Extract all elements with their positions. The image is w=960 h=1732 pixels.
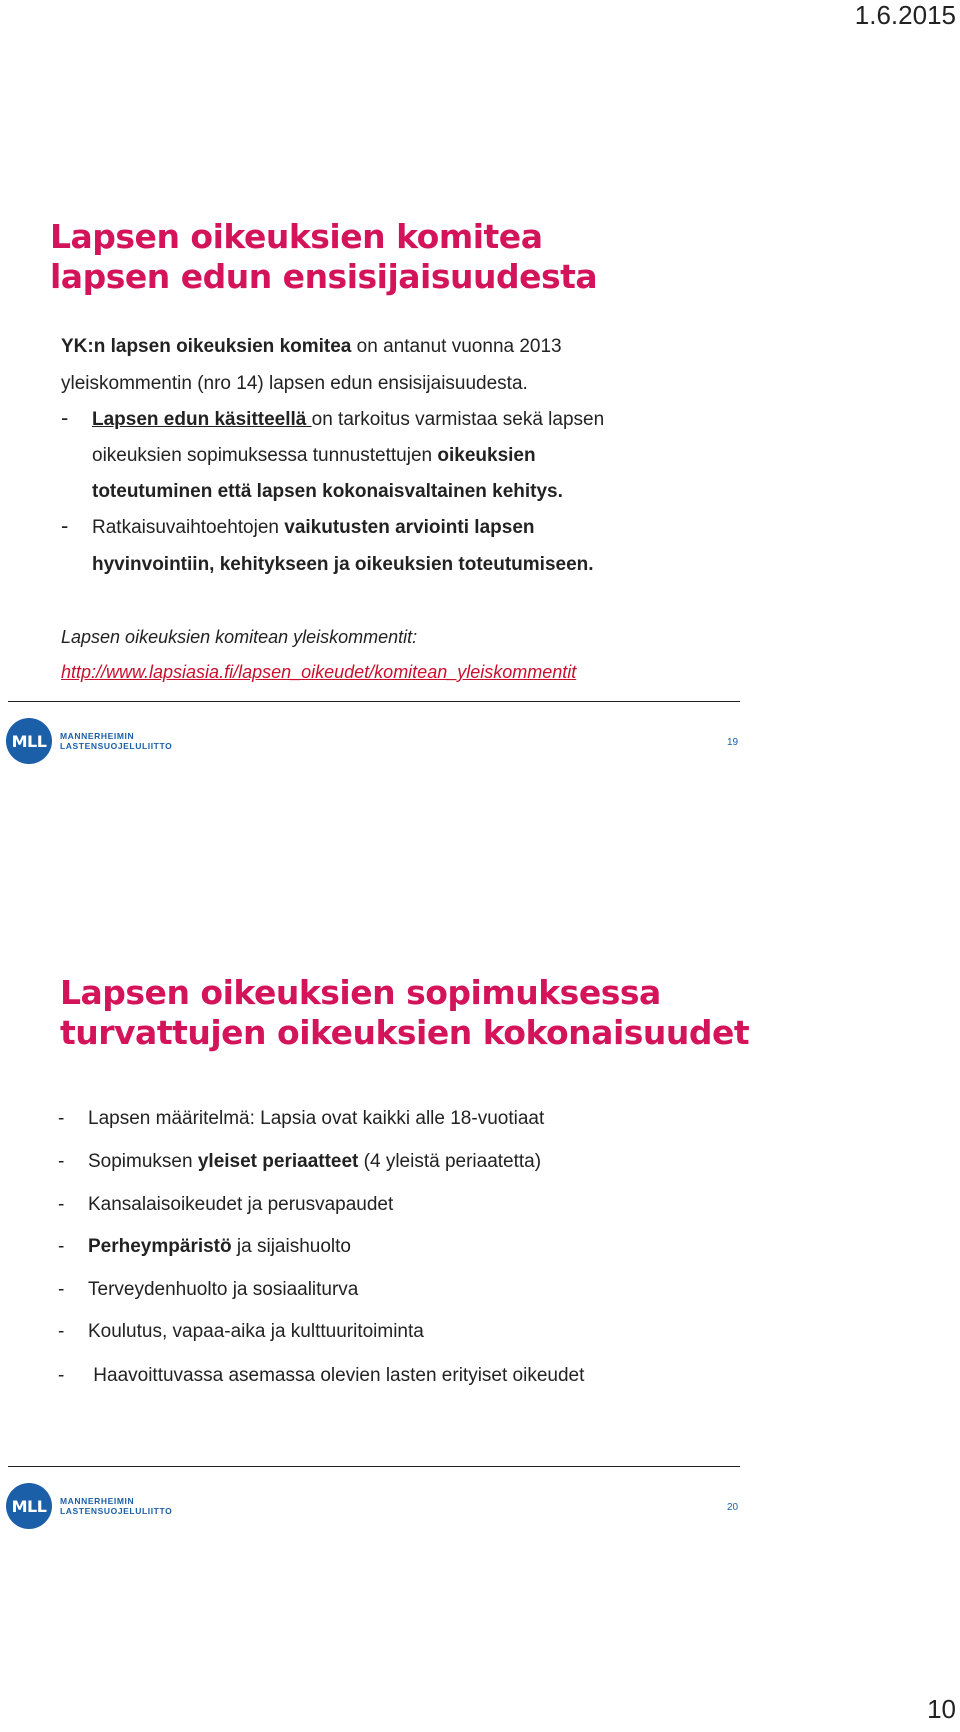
list-bold-term: yleiset periaatteet — [197, 1151, 359, 1172]
list-item — [58, 1194, 393, 1216]
list-text: Kansalaisoikeudet ja perusvapaudet — [88, 1194, 394, 1215]
logo-line-2: LASTENSUOJELULIITTO — [60, 741, 173, 751]
title-line-2: turvattujen oikeuksien kokonaisuudet — [60, 1013, 750, 1052]
page-number: 10 — [927, 1694, 956, 1724]
logo-line-2: LASTENSUOJELULIITTO — [60, 1506, 173, 1516]
list-bold-term: Perheympäristö — [88, 1236, 232, 1257]
logo-wordmark — [60, 731, 172, 751]
bullet-dash: - — [61, 513, 69, 538]
mll-logo-icon: MLL — [6, 718, 52, 764]
list-text: Haavoittuvassa asemassa olevien lasten erityiset oikeudet — [88, 1365, 585, 1386]
divider — [8, 1466, 740, 1467]
slide-title — [60, 973, 749, 1053]
list-text: (4 yleistä periaatetta) — [358, 1151, 542, 1172]
title-line-2: lapsen edun ensisijaisuudesta — [50, 257, 598, 296]
list-text: Terveydenhuolto ja sosiaaliturva — [88, 1279, 359, 1300]
list-item — [58, 1365, 584, 1387]
slide-number: 20 — [727, 1502, 739, 1513]
mll-logo — [6, 1483, 172, 1529]
list-text: Lapsen määritelmä: Lapsia ovat kaikki alle 18-vuotiaat — [88, 1108, 545, 1129]
bullet-text: on tarkoitus varmistaa sekä lapsen — [311, 409, 605, 430]
list-dash: - — [58, 1194, 65, 1215]
document-date: 1.6.2015 — [854, 0, 956, 30]
list-dash: - — [58, 1279, 65, 1300]
list-item — [58, 1108, 544, 1130]
divider — [8, 701, 740, 702]
title-line-1: Lapsen oikeuksien sopimuksessa — [60, 973, 661, 1012]
list-dash: - — [58, 1321, 65, 1342]
bullet-dash: - — [61, 405, 69, 430]
bold-term: vaikutusten arviointi lapsen — [284, 517, 535, 538]
paragraph-text: on antanut vuonna 2013 — [351, 336, 562, 357]
logo-wordmark — [60, 1496, 172, 1516]
list-text: Koulutus, vapaa-aika ja kulttuuritoiminta — [88, 1321, 424, 1342]
logo-line-1: MANNERHEIMIN — [60, 731, 135, 741]
bullet-1-line-3: toteutuminen että lapsen kokonaisvaltainen kehitys. — [92, 481, 563, 502]
committee-name: YK:n lapsen oikeuksien komitea — [61, 336, 352, 357]
slide-title — [50, 217, 597, 297]
mll-logo-icon: MLL — [6, 1483, 52, 1529]
title-line-1: Lapsen oikeuksien komitea — [50, 217, 543, 256]
list-item — [58, 1321, 424, 1343]
paragraph-line-1 — [61, 336, 562, 358]
list-dash: - — [58, 1365, 65, 1386]
bullet-2-line-2: hyvinvointiin, kehitykseen ja oikeuksien toteutumiseen. — [92, 554, 594, 575]
list-item — [58, 1279, 358, 1301]
slide-number: 19 — [727, 737, 739, 748]
bullet-text: Ratkaisuvaihtoehtojen — [92, 517, 285, 538]
list-text: Sopimuksen — [88, 1151, 198, 1172]
bold-term: oikeuksien — [437, 445, 536, 466]
list-dash: - — [58, 1236, 65, 1257]
list-dash: - — [58, 1108, 65, 1129]
logo-line-1: MANNERHEIMIN — [60, 1496, 135, 1506]
bullet-1-line-1 — [92, 409, 604, 431]
bullet-2-line-1 — [92, 517, 535, 539]
list-dash: - — [58, 1151, 65, 1172]
underlined-term: Lapsen edun käsitteellä — [92, 409, 312, 430]
mll-logo — [6, 718, 172, 764]
bullet-text: oikeuksien sopimuksessa tunnustettujen — [92, 445, 438, 466]
paragraph-line-2: yleiskommentin (nro 14) lapsen edun ensisijaisuudesta. — [61, 373, 528, 394]
list-item — [58, 1236, 351, 1258]
reference-label: Lapsen oikeuksien komitean yleiskommentit: — [61, 627, 418, 647]
list-item — [58, 1151, 541, 1173]
list-text: ja sijaishuolto — [231, 1236, 351, 1257]
reference-link[interactable]: http://www.lapsiasia.fi/lapsen_oikeudet/komitean_yleiskommentit — [61, 662, 577, 682]
bullet-1-line-2 — [92, 445, 536, 467]
